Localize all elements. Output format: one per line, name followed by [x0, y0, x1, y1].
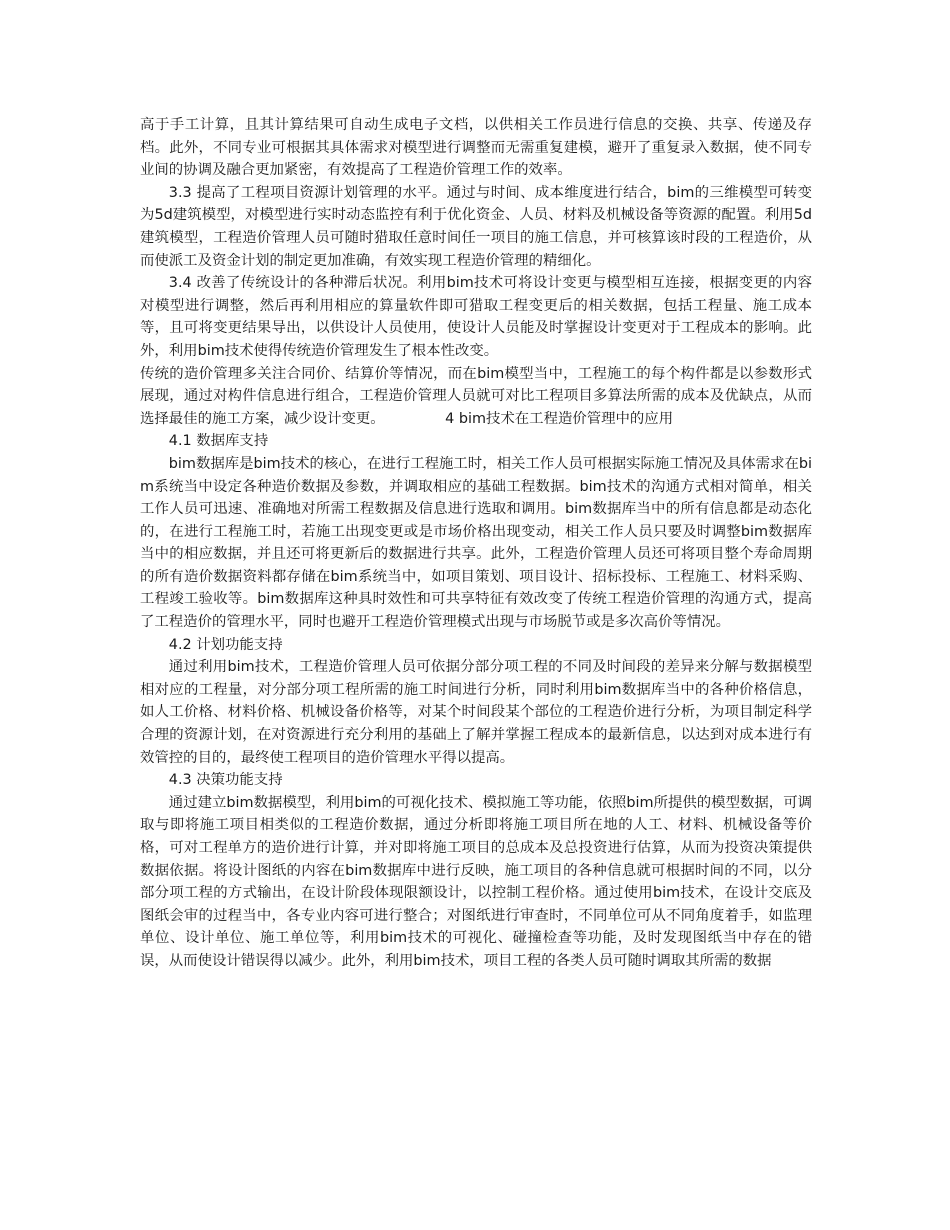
paragraph-4-2: 通过利用bim技术，工程造价管理人员可依据分部分项工程的不同及时间段的差异来分解与数据模型相对应的工程量，对分部分项工程所需的施工时间进行分析，同时利用bim数据库当中的各种价格信息，如人工价格、材料价格、机械设备价格等，对某个时间段某个部位的工程造价进行分析，为项目制定科学合理的资源计划，在对资源进行充分利用的基础上了解并掌握工程成本的最新信息，以达到对成本进行有效管控的目的，最终使工程项目的造价管理水平得以提高。 — [140, 659, 812, 766]
paragraph-continuation: 高于手工计算，且其计算结果可自动生成电子文档，以供相关工作员进行信息的交换、共享、传递及存档。此外，不同专业可根据其具体需求对模型进行调整而无需重复建模，避开了重复录入数据，使不同专业间的协调及融合更加紧密，有效提高了工程造价管理工作的效率。 — [140, 117, 812, 179]
paragraph-4-3: 通过建立bim数据模型，利用bim的可视化技术、模拟施工等功能，依照bim所提供的模型数据，可调取与即将施工项目相类似的工程造价数据，通过分析即将施工项目所在地的人工、材料、机械设备等价格，可对工程单方的造价进行计算，并对即将施工项目的总成本及总投资进行估算，从而为投资决策提供数据依据。将设计图纸的内容在bim数据库中进行反映，施工项目的各种信息就可根据时间的不同，以分部分项工程的方式输出，在设计阶段体现限额设计，以控制工程价格。通过使用bim技术，在设计交底及图纸会审的过程当中，各专业内容可进行整合；对图纸进行审查时，不同单位可从不同角度着手，如监理单位、设计单位、施工单位等，利用bim技术的可视化、碰撞检查等功能，及时发现图纸当中存在的错误，从而使设计错误得以减少。此外，利用bim技术，项目工程的各类人员可随时调取其所需的数据 — [140, 794, 812, 969]
section-4-heading: 4 bim技术在工程造价管理中的应用 — [445, 410, 674, 427]
document-page — [140, 114, 812, 973]
paragraph-3-3: 3.3 提高了工程项目资源计划管理的水平。通过与时间、成本维度进行结合，bim的三维模型可转变为5d建筑模型，对模型进行实时动态监控有利于优化资金、人员、材料及机械设备等资源的配置。利用5d建筑模型，工程造价管理人员可随时猎取任意时间任一项目的施工信息，并可核算该时段的工程造价，从而使派工及资金计划的制定更加准确，有效实现工程造价管理的精细化。 — [140, 184, 812, 269]
paragraph-traditional-cost-text: 传统的造价管理多关注合同价、结算价等情况，而在bim模型当中，工程施工的每个构件都是以参数形式展现，通过对构件信息进行组合，工程造价管理人员就可对比工程项目多算法所需的成本及优缺点，从而选择最佳的施工方案，减少设计变更。 — [140, 365, 812, 427]
paragraph-4-1: bim数据库是bim技术的核心，在进行工程施工时，相关工作人员可根据实际施工情况及具体需求在bim系统当中设定各种造价数据及参数，并调取相应的基础工程数据。bim技术的沟通方式相对简单，相关工作人员可迅速、准确地对所需工程数据及信息进行选取和调用。bim数据库当中的所有信息都是动态化的，在进行工程施工时，若施工出现变更或是市场价格出现变动，相关工作人员只要及时调整bim数据库当中的相应数据，并且还可将更新后的数据进行共享。此外，工程造价管理人员还可将项目整个寿命周期的所有造价数据资料都存储在bim系统当中，如项目策划、项目设计、招标投标、工程施工、材料采购、工程竣工验收等。bim数据库这种具时效性和可共享特征有效改变了传统工程造价管理的沟通方式，提高了工程造价的管理水平，同时也避开工程造价管理模式出现与市场脱节或是多次高价等情况。 — [140, 455, 812, 631]
heading-4-2: 4.2 计划功能支持 — [168, 636, 283, 653]
paragraph-traditional-cost — [140, 363, 812, 431]
heading-4-1: 4.1 数据库支持 — [168, 433, 269, 450]
paragraph-3-4: 3.4 改善了传统设计的各种滞后状况。利用bim技术可将设计变更与模型相互连接，根据变更的内容对模型进行调整，然后再利用相应的算量软件即可猎取工程变更后的相关数据，包括工程量、施工成本等，且可将变更结果导出，以供设计人员使用，使设计人员能及时掌握设计变更对于工程成本的影响。此外，利用bim技术使得传统造价管理发生了根本性改变。 — [140, 275, 812, 359]
heading-4-3: 4.3 决策功能支持 — [168, 772, 283, 789]
